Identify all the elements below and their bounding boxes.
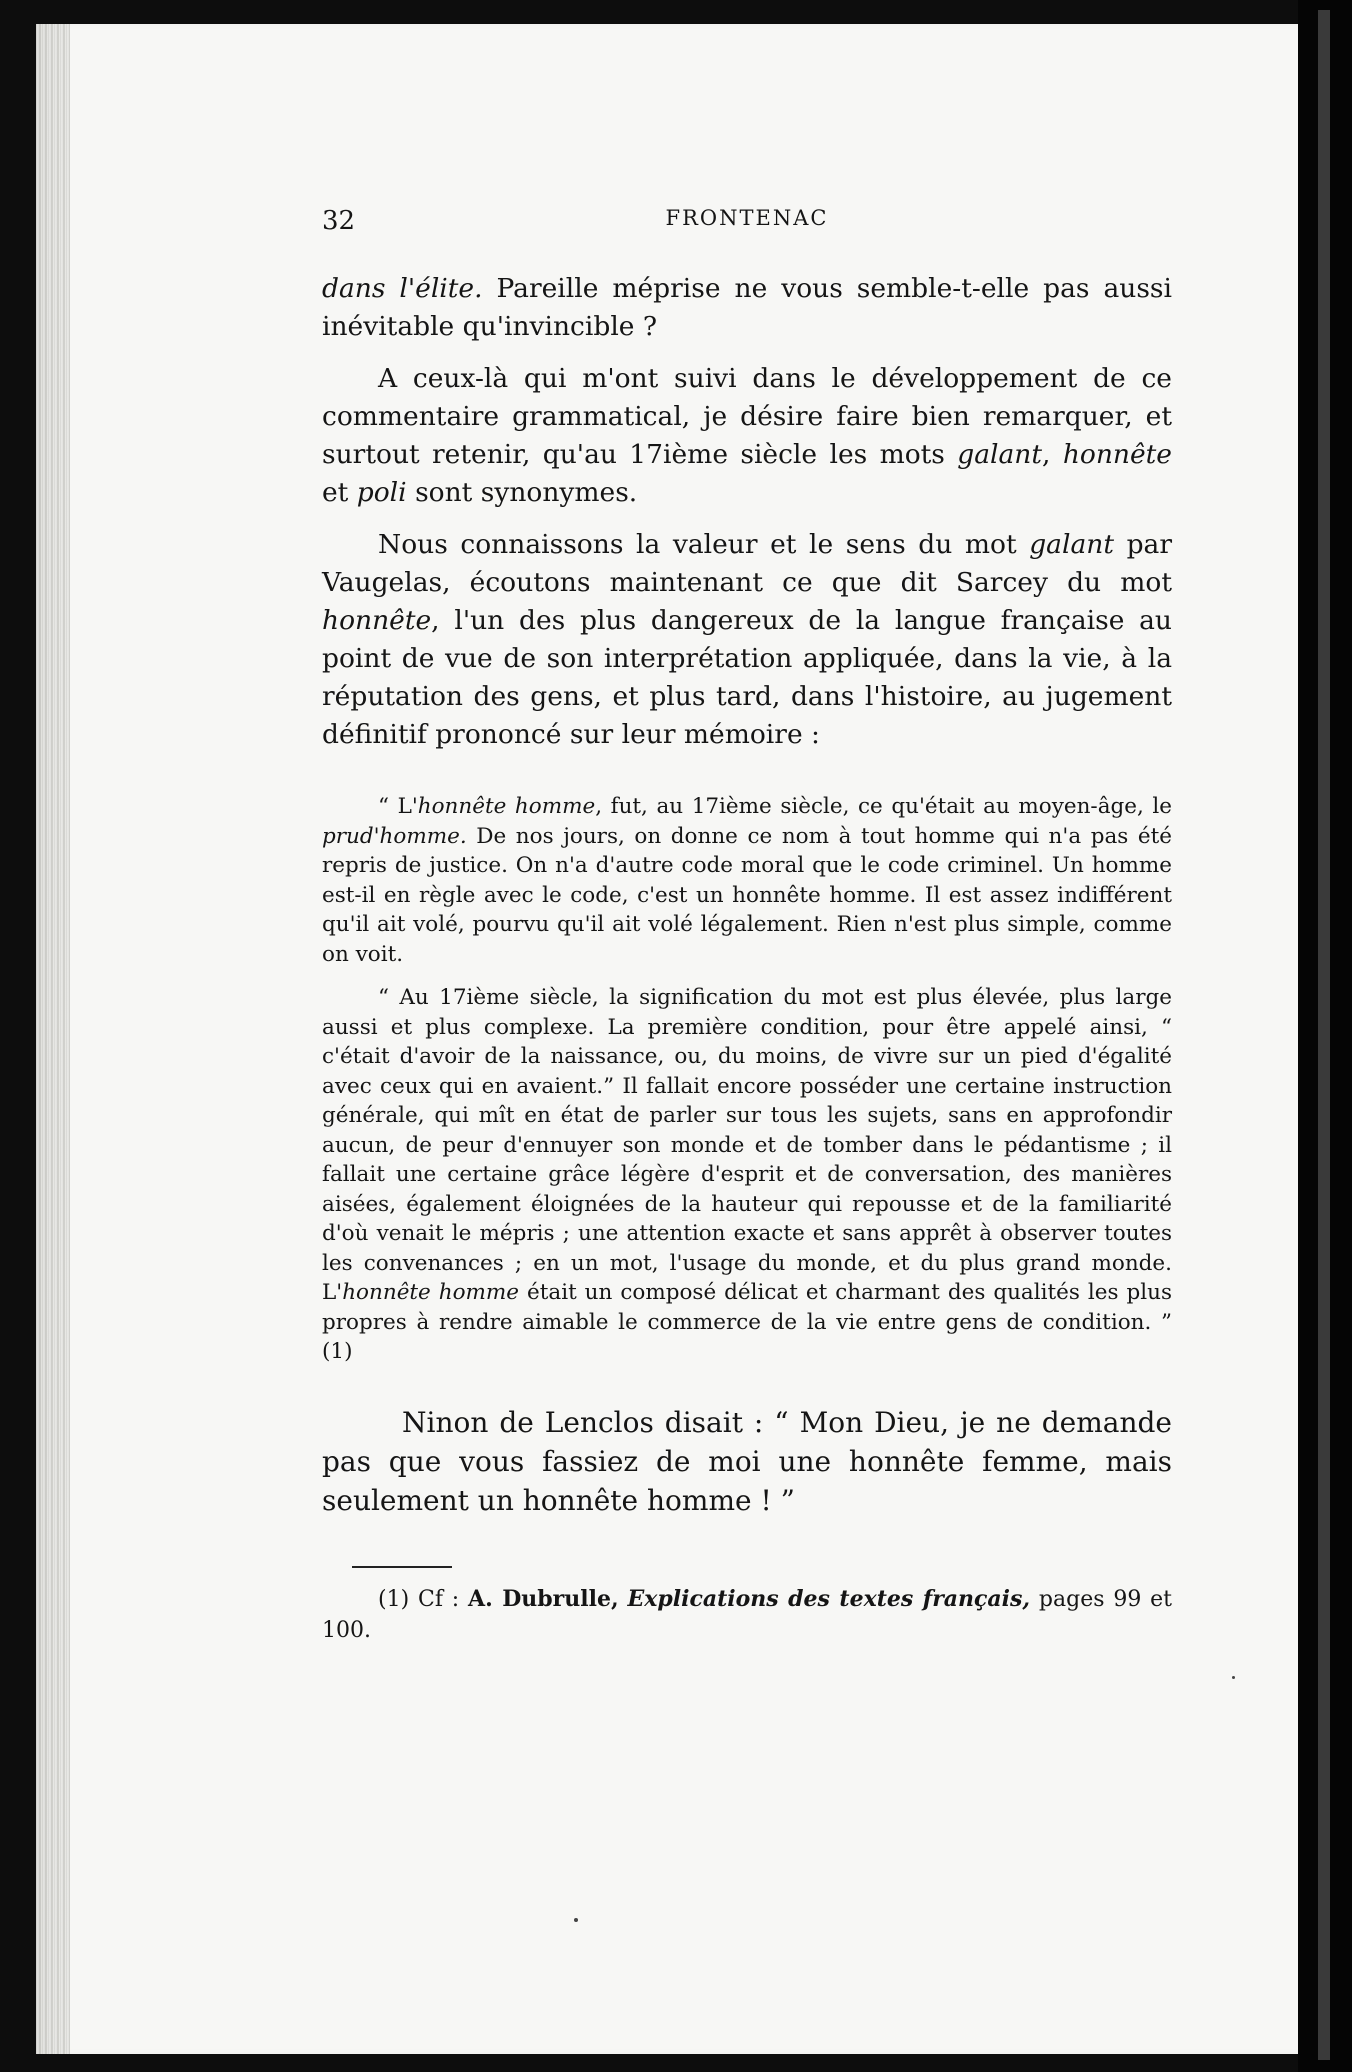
term-galant-2: galant bbox=[1029, 529, 1114, 560]
paragraph-1 bbox=[322, 270, 1172, 346]
page-number: 32 bbox=[322, 206, 356, 236]
adjacent-page-edge bbox=[1318, 10, 1330, 2060]
footnote-rule bbox=[352, 1566, 452, 1568]
paragraph-4: Ninon de Lenclos disait : “ Mon Dieu, je ne demande pas que vous fassiez de moi une honnête femme, mais seulement un honnête homme ! ” bbox=[322, 1405, 1172, 1517]
paragraph-3-text-a: Nous connaissons la valeur et le sens du mot bbox=[378, 529, 1030, 560]
term-galant: galant bbox=[957, 439, 1043, 470]
term-poli: poli bbox=[356, 477, 407, 508]
header-title: FRONTENAC bbox=[665, 206, 829, 230]
block-quote bbox=[322, 792, 1172, 1367]
quote-1-italic-b: prud'homme. bbox=[322, 823, 467, 849]
paragraph-1-text: Pareille méprise ne vous semble-t-elle pas aussi inévitable qu'invincible ? bbox=[322, 273, 1172, 342]
paragraph-2-text-b: sont synonymes. bbox=[406, 477, 638, 508]
paragraph-2 bbox=[322, 360, 1172, 512]
paragraph-3 bbox=[322, 526, 1172, 754]
paragraph-3-text-c: , l'un des plus dangereux de la langue française au point de vue de son interprétation appliquée, dans la vie, à la réputation des gens, et plus tard, dans l'histoire, au jugement définitif prononcé sur leur mémoire : bbox=[322, 605, 1172, 750]
quote-1-text-a: , fut, au 17ième siècle, ce qu'était au moyen-âge, le bbox=[595, 794, 1173, 819]
paragraph-2-sep-1: , bbox=[1042, 439, 1063, 470]
quote-paragraph-1 bbox=[322, 792, 1172, 969]
footnote-title: Explications des textes français, bbox=[627, 1585, 1031, 1612]
footnote-author: A. Dubrulle, bbox=[468, 1585, 619, 1612]
paragraph-3-text-b: par Vaugelas, écoutons maintenant ce que dit Sarcey du mot bbox=[322, 529, 1172, 598]
quote-2-italic: honnête homme bbox=[342, 1280, 520, 1305]
quote-paragraph-2 bbox=[322, 983, 1172, 1367]
paragraph-2-text-a: A ceux-là qui m'ont suivi dans le développement de ce commentaire grammatical, je désire faire bien remarquer, et surtout retenir, qu'au 17ième siècle les mots bbox=[322, 363, 1172, 470]
scan-speck bbox=[1232, 1676, 1235, 1679]
scan-speck bbox=[574, 1918, 578, 1922]
quote-1-italic-a: honnête homme bbox=[417, 794, 596, 819]
quote-1-text-b: De nos jours, on donne ce nom à tout homme qui n'a pas été repris de justice. On n'a d'autre code moral que le code criminel. Un homme est-il en règle avec le code, c'est un honnête homme. Il est assez indifférent qu'il ait volé, pourvu qu'il ait volé légalement. Rien n'est plus simple, comme on voit. bbox=[322, 823, 1172, 967]
footnote-rest: pages 99 et 100. bbox=[322, 1586, 1172, 1643]
page-text bbox=[322, 196, 1172, 1646]
term-honnete-2: honnête bbox=[322, 605, 432, 636]
quote-2-text-a: “ Au 17ième siècle, la signification du mot est plus élevée, plus large aussi et plus complexe. La première condition, pour être appelé ainsi, “ c'était d'avoir de la naissance, ou, du moins, de vivre sur un pied d'égalité avec ceux qui en avaient.” Il fallait encore posséder une certaine instruction générale, qui mît en état de parler sur tous les sujets, sans en approfondir aucun, de peur d'ennuyer son monde et de tomber dans le pédantisme ; il fallait une certaine grâce légère d'esprit et de conversation, des manières aisées, également éloignées de la hauteur qui repousse et de la familiarité d'où venait le mépris ; une attention exacte et sans apprêt à observer toutes les convenances ; en un mot, l'usage du monde, et du plus grand monde. L' bbox=[322, 985, 1172, 1305]
paragraph-2-sep-2: et bbox=[322, 477, 357, 508]
quote-1-open: “ L' bbox=[378, 794, 418, 819]
running-head bbox=[322, 196, 1172, 240]
quote-2-text-b: était un composé délicat et charmant des qualités les plus propres à rendre aimable le commerce de la vie entre gens de condition. ” (1) bbox=[322, 1280, 1172, 1364]
footnote-marker: (1) Cf : bbox=[378, 1586, 469, 1612]
paragraph-1-lead: dans l'élite. bbox=[322, 273, 483, 304]
page-edge-shadow bbox=[36, 24, 70, 2054]
term-honnete: honnête bbox=[1062, 439, 1172, 470]
footnote bbox=[322, 1584, 1172, 1646]
